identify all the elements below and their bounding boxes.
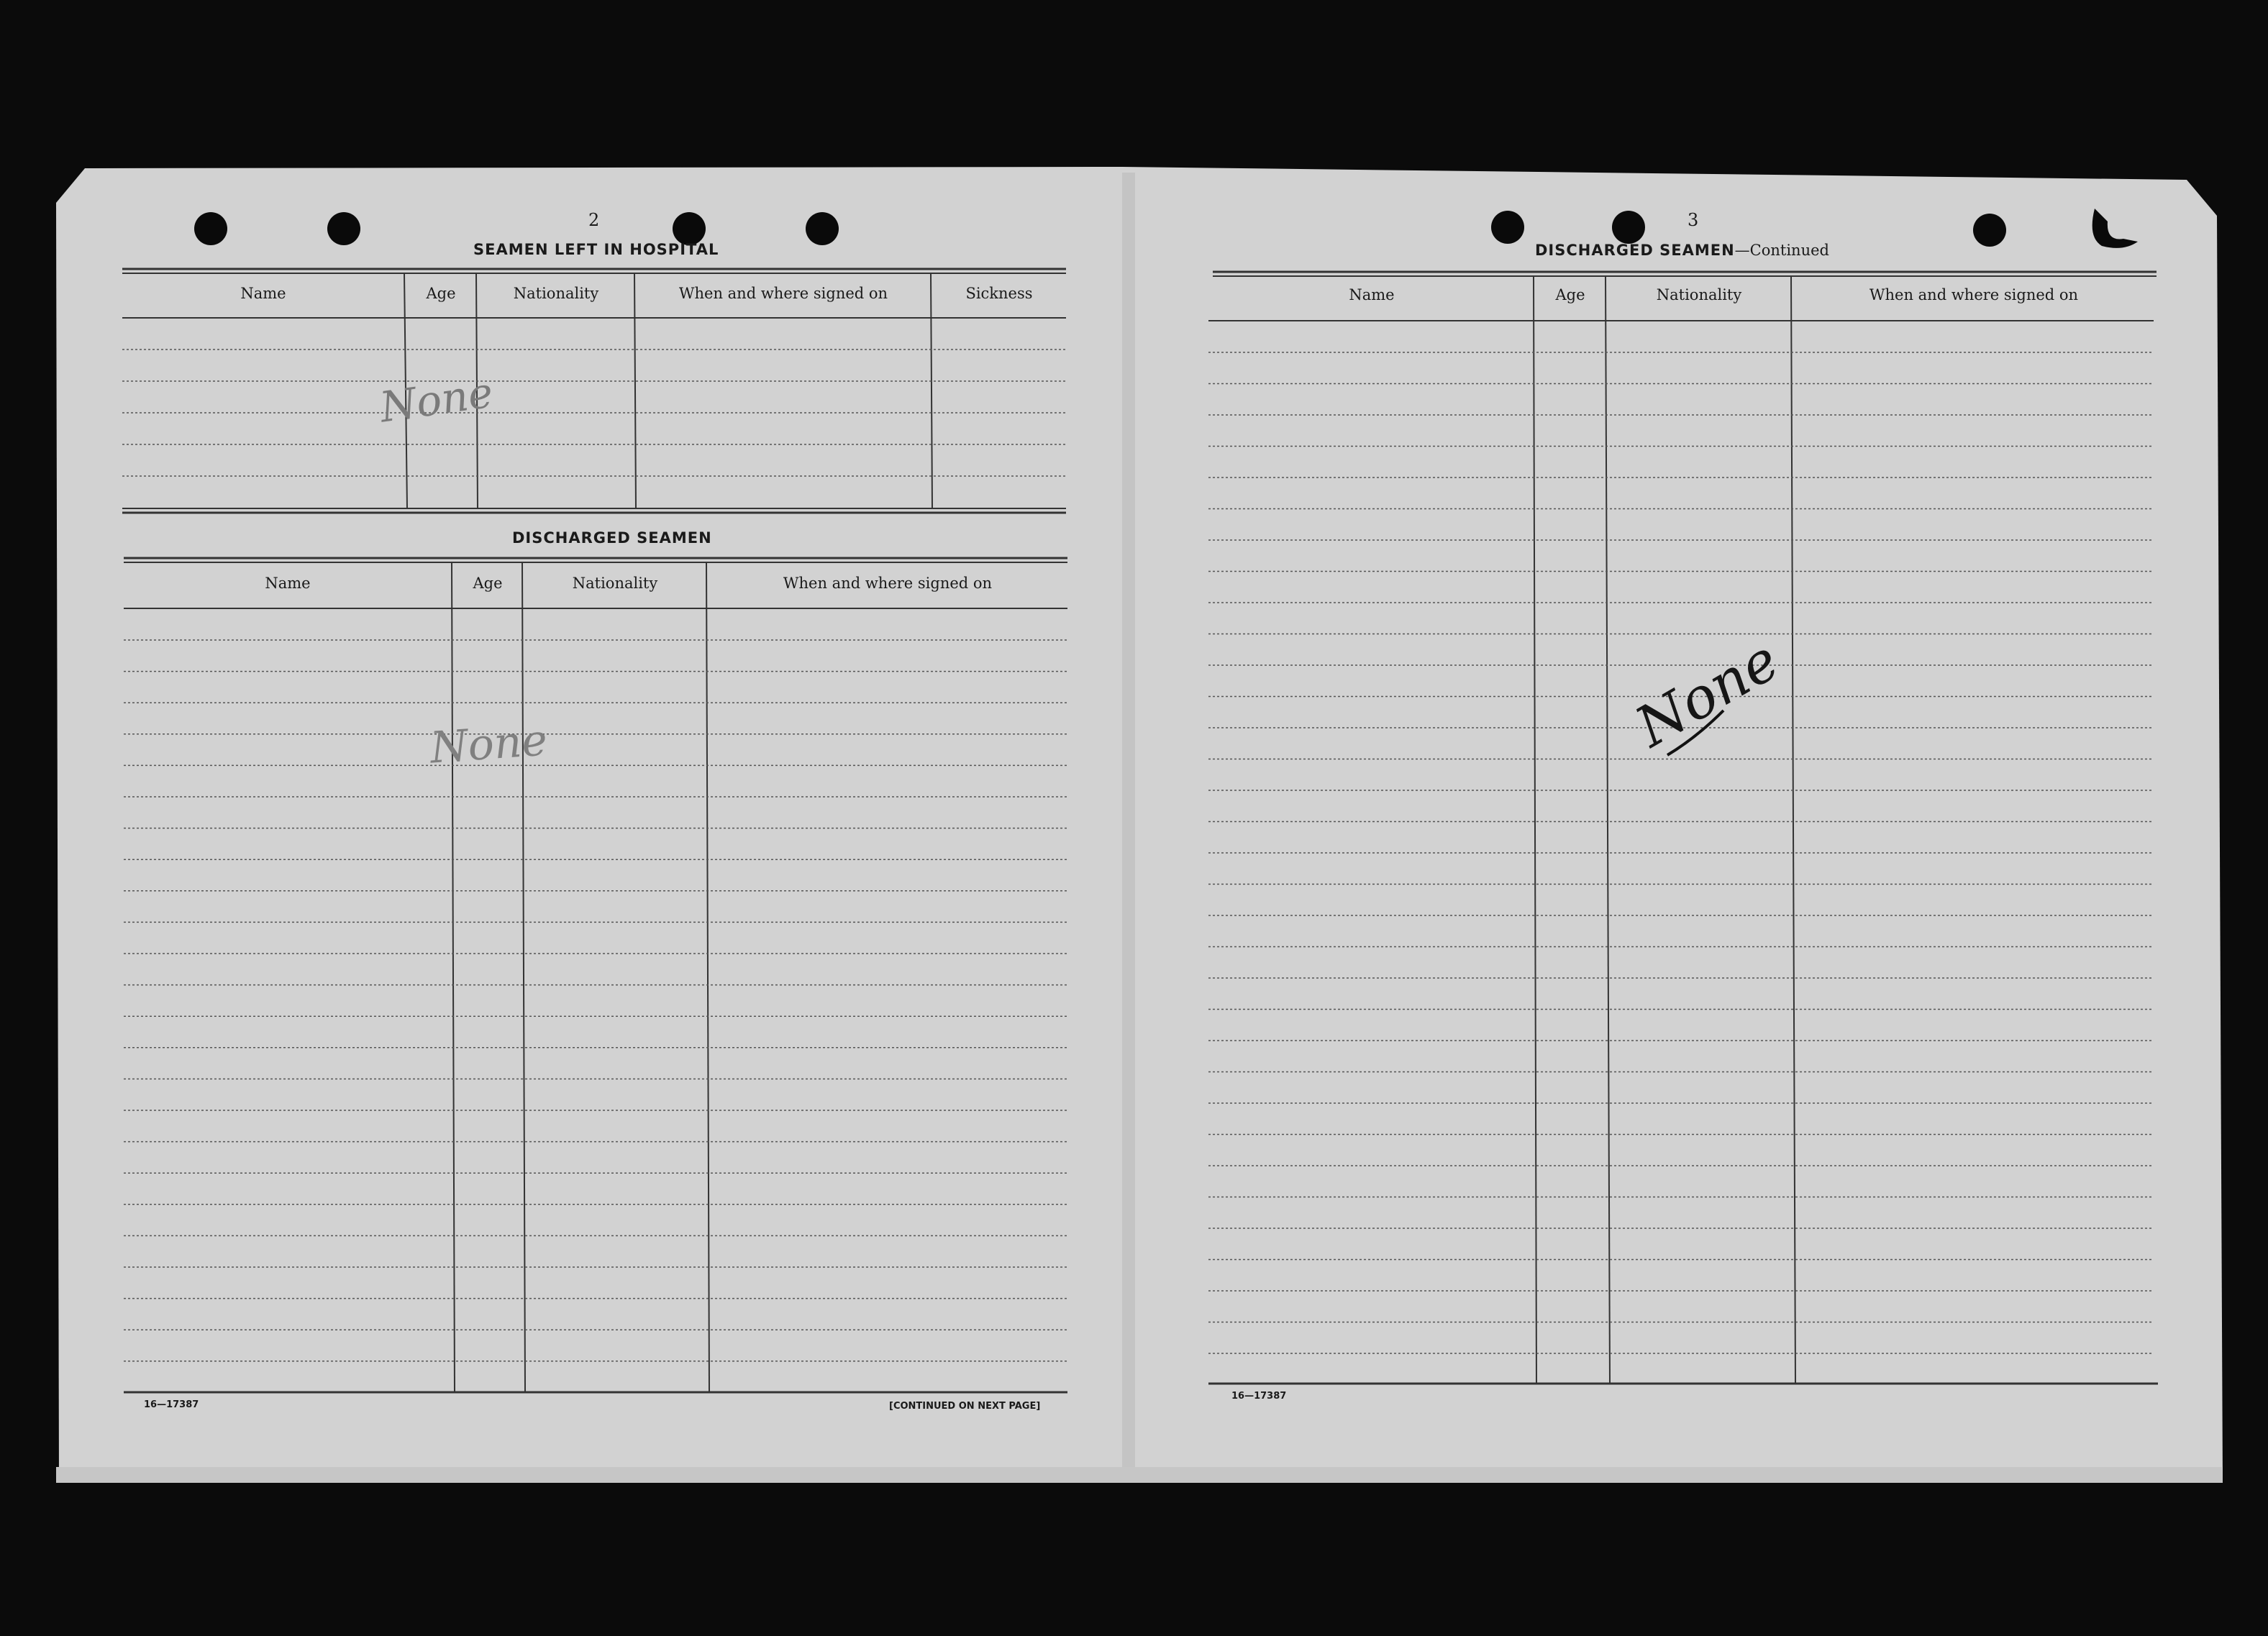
discharged-col-age: Age <box>473 575 503 592</box>
hospital-section-title: SEAMEN LEFT IN HOSPITAL <box>473 241 719 258</box>
continued-handwritten-none: None <box>1625 628 1790 760</box>
continued-title-main: DISCHARGED SEAMEN <box>1535 242 1735 259</box>
hospital-col-name: Name <box>240 285 286 302</box>
discharged-handwritten-none: None <box>428 715 550 774</box>
form-number-left: 16—17387 <box>144 1399 199 1410</box>
continued-col-name: Name <box>1349 286 1395 303</box>
discharged-col-nationality: Nationality <box>572 575 658 592</box>
continued-title-suffix: —Continued <box>1734 242 1829 259</box>
discharged-col-name: Name <box>265 575 311 592</box>
continued-col-signed-on: When and where signed on <box>1869 286 2079 303</box>
continued-col-nationality: Nationality <box>1656 286 1742 303</box>
page-number-right: 3 <box>1688 210 1699 230</box>
paper-sheet <box>56 167 2223 1483</box>
discharged-col-signed-on: When and where signed on <box>783 575 993 592</box>
continued-note: [CONTINUED ON NEXT PAGE] <box>889 1401 1041 1412</box>
continued-section-title <box>1535 242 1829 259</box>
center-fold <box>1122 173 1135 1483</box>
hospital-col-nationality: Nationality <box>513 285 599 302</box>
hospital-col-age: Age <box>426 285 456 302</box>
hospital-col-sickness: Sickness <box>965 285 1033 302</box>
discharged-section-title: DISCHARGED SEAMEN <box>512 529 712 547</box>
paper-bottom-shade <box>56 1467 2223 1483</box>
hospital-col-signed-on: When and where signed on <box>678 285 888 302</box>
continued-col-age: Age <box>1555 286 1585 303</box>
hospital-handwritten-none: None <box>377 367 496 432</box>
form-number-right: 16—17387 <box>1231 1391 1287 1402</box>
page-number-left: 2 <box>588 210 600 230</box>
